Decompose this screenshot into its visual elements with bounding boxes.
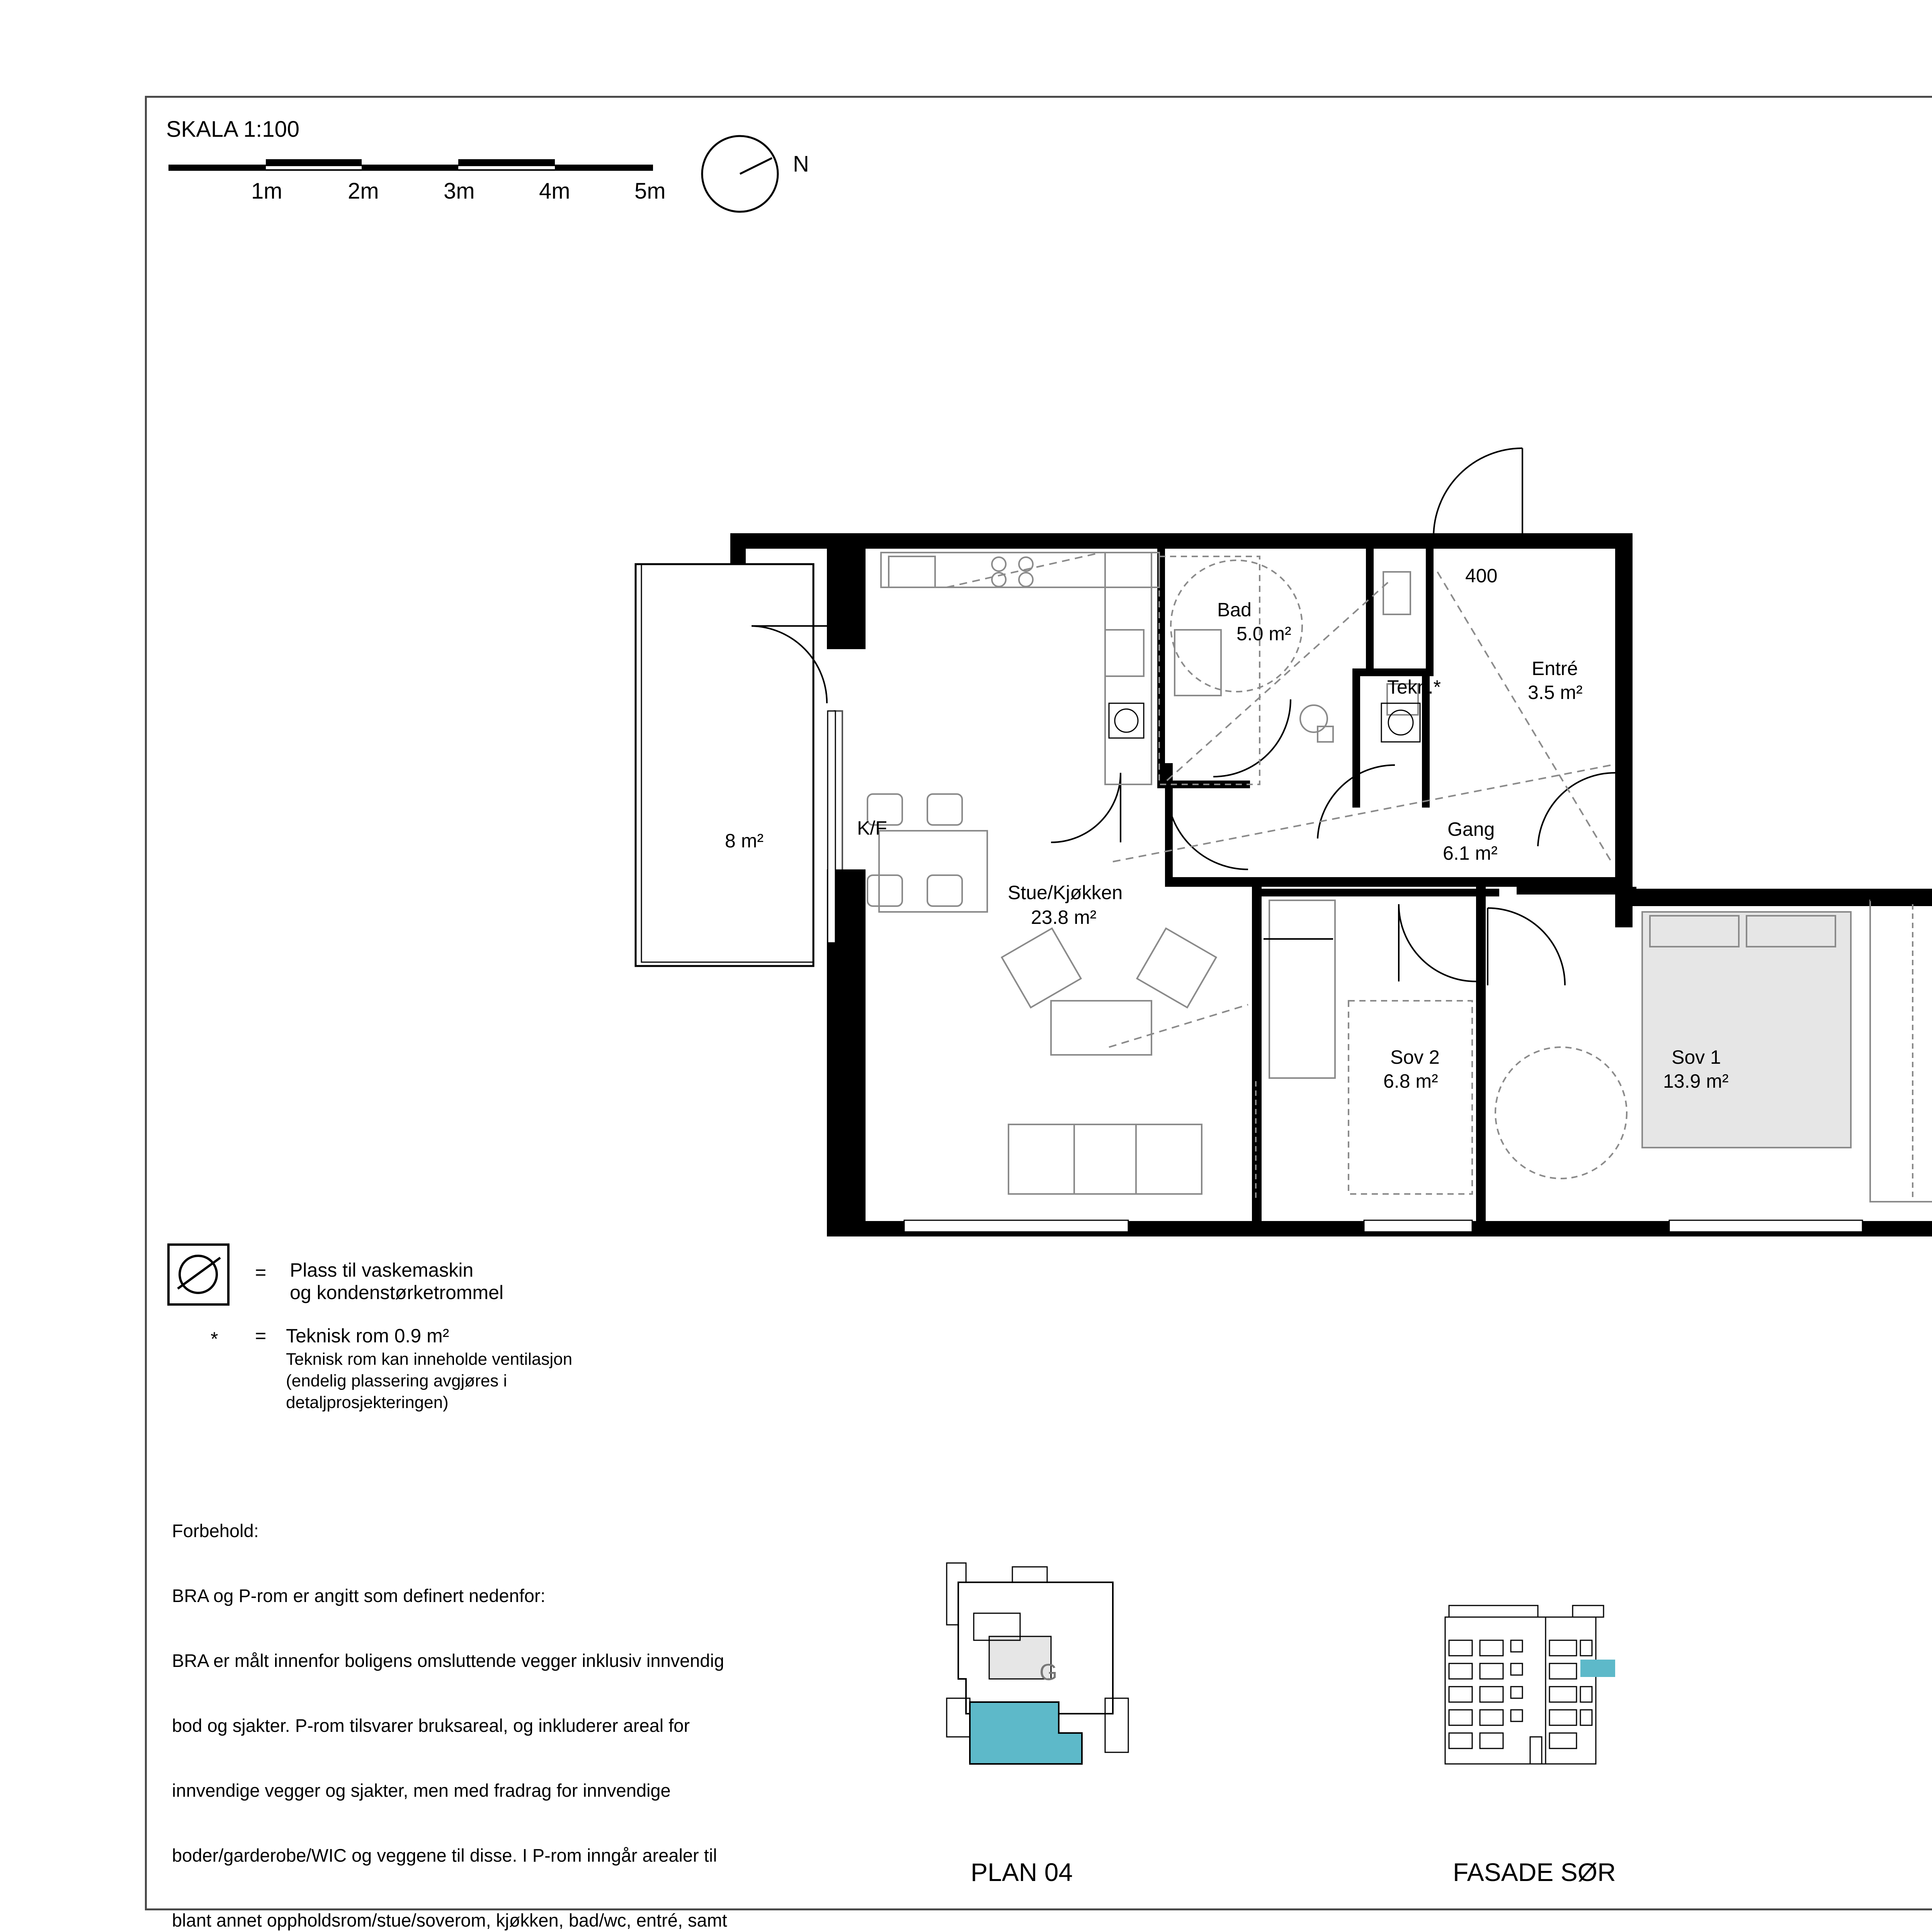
room-gang-area: 6.1 m² — [1443, 842, 1498, 864]
balcony-area: 8 m² — [725, 830, 764, 852]
scale-tick-2: 2m — [348, 179, 379, 204]
balcony — [636, 564, 842, 966]
scale-tick-3: 3m — [444, 179, 475, 204]
legend-star: * — [211, 1328, 218, 1350]
room-sov1-name: Sov 1 — [1672, 1046, 1721, 1068]
forbehold-text — [172, 1477, 748, 1932]
room-entre-name: Entré — [1532, 658, 1578, 679]
forbehold-line: innvendige vegger og sjakter, men med fradrag for innvendige — [172, 1780, 671, 1801]
forbehold-line: BRA og P-rom er angitt som definert nedenfor: — [172, 1585, 546, 1606]
scale-tick-5: 5m — [634, 179, 666, 204]
legend-tekn-line3: (endelig plassering avgjøres i — [286, 1371, 507, 1390]
legend-tekn-eq: = — [255, 1325, 267, 1347]
room-gang-name: Gang — [1447, 818, 1495, 840]
washer-dryer-icon — [166, 1242, 232, 1308]
forbehold-line: boder/garderobe/WIC og veggene til disse. I P-rom inngår arealer til — [172, 1845, 717, 1866]
room-stue-area: 23.8 m² — [1031, 906, 1097, 928]
room-bad-area: 5.0 m² — [1236, 623, 1291, 645]
room-entre-area: 3.5 m² — [1528, 682, 1583, 703]
kf-label: K/F — [857, 817, 887, 839]
legend-wash-eq: = — [255, 1262, 267, 1283]
facade-label: FASADE SØR — [1453, 1858, 1616, 1886]
forbehold-line: blant annet oppholdsrom/stue/soverom, kjøkken, bad/wc, entré, samt — [172, 1910, 727, 1930]
north-label: N — [793, 151, 809, 177]
room-tekn-name: Tekn.* — [1387, 676, 1441, 698]
north-arrow-icon — [699, 133, 788, 222]
floor-plan — [618, 425, 1932, 1252]
plan-label: PLAN 04 — [971, 1858, 1073, 1886]
room-bad-name: Bad — [1217, 599, 1252, 621]
scale-tick-4: 4m — [539, 179, 570, 204]
room-sov2-name: Sov 2 — [1390, 1046, 1440, 1068]
facade-diagram — [1437, 1598, 1654, 1768]
plan-key-block: G — [1039, 1659, 1058, 1685]
legend-wash-line2: og kondenstørketrommel — [290, 1282, 504, 1303]
room-sov2-area: 6.8 m² — [1383, 1070, 1438, 1092]
legend-tekn-line1: Teknisk rom 0.9 m² — [286, 1325, 449, 1347]
door-width-label: 400 — [1465, 565, 1498, 587]
room-sov1-area: 13.9 m² — [1663, 1070, 1729, 1092]
forbehold-line: BRA er målt innenfor boligens omsluttende vegger inklusiv innvendig — [172, 1650, 724, 1671]
legend-wash-line1: Plass til vaskemaskin — [290, 1259, 474, 1281]
facade-highlight — [1580, 1660, 1615, 1677]
legend-tekn-line2: Teknisk rom kan inneholde ventilasjon — [286, 1350, 573, 1369]
legend-tekn-line4: detaljprosjekteringen) — [286, 1393, 449, 1412]
forbehold-heading: Forbehold: — [172, 1520, 259, 1541]
forbehold-line: bod og sjakter. P-rom tilsvarer bruksareal, og inkluderer areal for — [172, 1715, 690, 1736]
scale-label: SKALA 1:100 — [166, 117, 300, 142]
scale-bar — [166, 151, 676, 216]
scale-tick-1: 1m — [251, 179, 282, 204]
room-stue-name: Stue/Kjøkken — [1008, 882, 1123, 903]
